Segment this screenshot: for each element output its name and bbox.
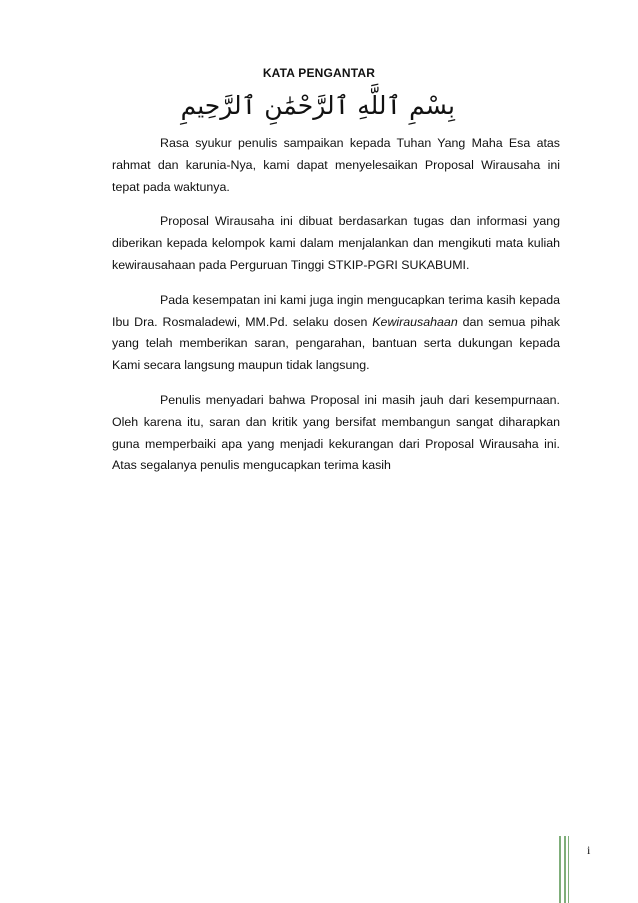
- paragraph-3-tail: dan semua pihak yang telah memberikan saran, pengarahan, bantuan serta dukungan kepada Kami secara langsung maupun tidak langsung.: [112, 314, 560, 373]
- margin-rule-line: [559, 836, 561, 903]
- page-number: i: [587, 843, 591, 857]
- margin-rule-line: [568, 836, 569, 903]
- paragraph-4: Penulis menyadari bahwa Proposal ini masih jauh dari kesempurnaan. Oleh karena itu, saran dan kritik yang bersifat membangun sangat diharapkan guna memperbaiki apa yang menjadi kekurangan dari Proposal Wirausaha ini. Atas segalanya penulis mengucapkan terima kasih: [112, 392, 560, 473]
- paragraph-1: Rasa syukur penulis sampaikan kepada Tuhan Yang Maha Esa atas rahmat dan karunia-Nya, kami dapat menyelesaikan Proposal Wirausaha ini tepat pada waktunya.: [112, 136, 560, 194]
- body-text: [112, 133, 560, 490]
- paragraph-2: Proposal Wirausaha ini dibuat berdasarkan tugas dan informasi yang diberikan kepada kelompok kami dalam menjalankan dan mengikuti mata kuliah kewirausahaan pada Perguruan Tinggi STKIP-PGRI SUKABUMI.: [112, 214, 560, 272]
- paragraph-3-lead: Pada kesempatan ini kami juga ingin mengucapkan terima kasih kepada Ibu Dra. Rosmaladewi, MM.Pd. selaku dosen: [112, 292, 560, 329]
- paragraph-3: [112, 290, 560, 377]
- margin-rule-line: [564, 836, 566, 903]
- basmalah-calligraphy: بِسْمِ ٱللَّهِ ٱلرَّحْمَٰنِ ٱلرَّحِيمِ: [180, 91, 455, 120]
- page-title: KATA PENGANTAR: [262, 66, 376, 80]
- emphasized-course-name: Kewirausahaan: [372, 314, 458, 329]
